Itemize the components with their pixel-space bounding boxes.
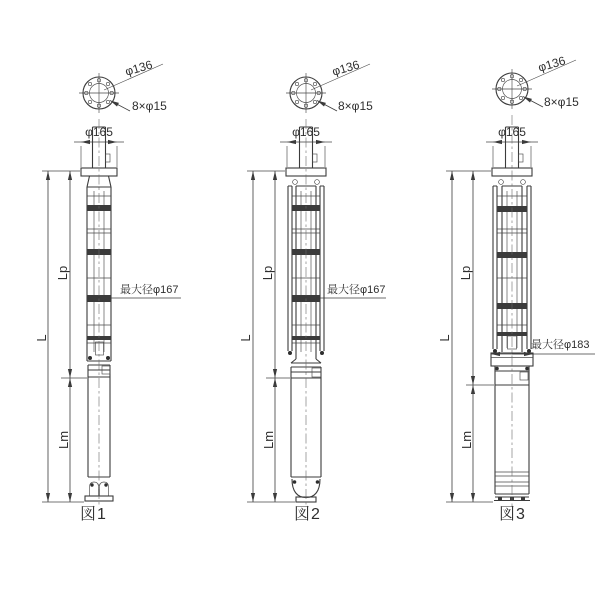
motor-length-label: Lm — [56, 430, 71, 450]
total-length-label: L — [34, 334, 49, 342]
outlet-width-label: φ165 — [85, 125, 113, 139]
pump-length-label: Lp — [458, 265, 473, 281]
total-length-label: L — [437, 334, 452, 342]
bolt-holes-label: 8×φ15 — [544, 95, 579, 109]
outlet-width-label: φ165 — [498, 125, 526, 139]
max-diameter-label: 最大径φ167 — [327, 284, 386, 296]
figure-caption: 図3 — [499, 506, 526, 523]
flange-dia-label: φ136 — [330, 57, 362, 79]
max-diameter-label: 最大径φ183 — [531, 339, 590, 351]
total-length-label: L — [238, 334, 253, 342]
pump-length-label: Lp — [260, 265, 275, 281]
pump-length-label: Lp — [55, 265, 70, 281]
motor-length-label: Lm — [459, 430, 474, 450]
bolt-holes-label: 8×φ15 — [338, 99, 373, 113]
outlet-width-label: φ165 — [292, 125, 320, 139]
max-diameter-label: 最大径φ167 — [120, 284, 179, 296]
flange-dia-label: φ136 — [536, 53, 568, 75]
figure-caption: 図2 — [294, 506, 321, 523]
flange-dia-label: φ136 — [123, 57, 155, 79]
figure-caption: 図1 — [80, 506, 107, 523]
bolt-holes-label: 8×φ15 — [132, 99, 167, 113]
motor-length-label: Lm — [261, 430, 276, 450]
